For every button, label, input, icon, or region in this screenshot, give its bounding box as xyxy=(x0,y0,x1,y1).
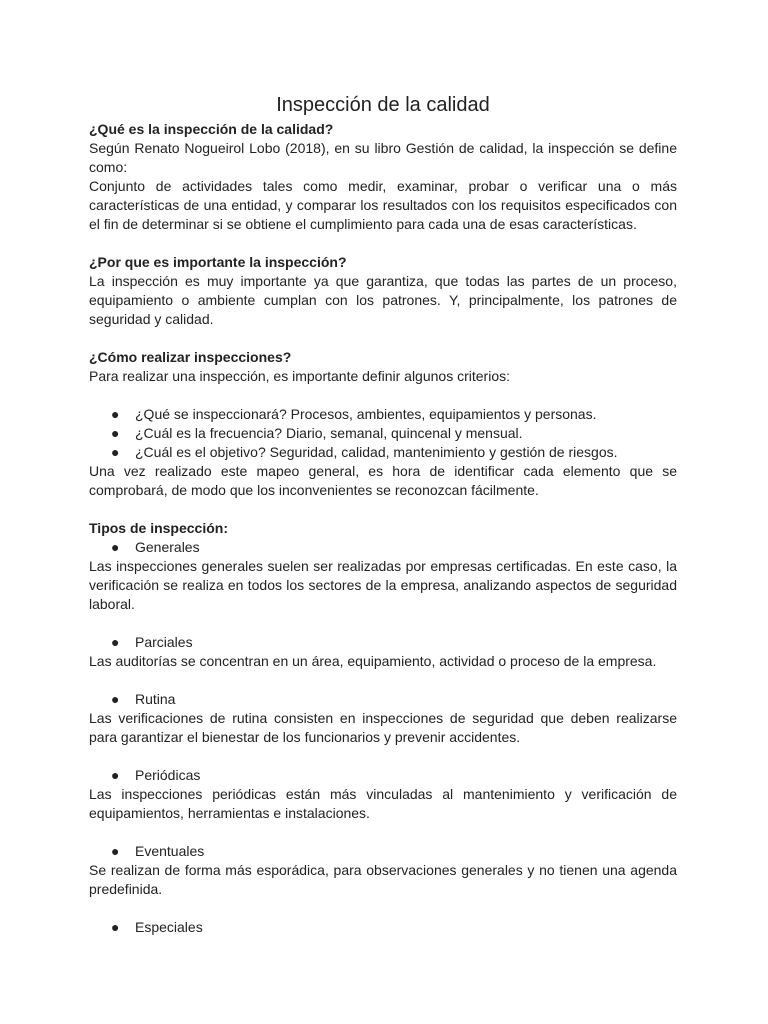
type-description: Se realizan de forma más esporádica, para observaciones generales y no tienen una agenda predefinida. xyxy=(89,862,677,897)
document-body xyxy=(89,91,677,937)
type-list xyxy=(89,690,677,709)
section-heading-what-is: ¿Qué es la inspección de la calidad? xyxy=(89,121,334,137)
type-name: Parciales xyxy=(135,634,193,650)
list-item-text: ¿Qué se inspeccionará? Procesos, ambientes, equipamientos y personas. xyxy=(135,406,597,422)
type-item xyxy=(89,842,677,861)
type-list xyxy=(89,766,677,785)
list-item xyxy=(89,405,677,424)
type-description: Las auditorías se concentran en un área, equipamiento, actividad o proceso de la empresa. xyxy=(89,653,657,669)
type-item xyxy=(89,633,677,652)
paragraph: Una vez realizado este mapeo general, es hora de identificar cada elemento que se comprobará, de modo que los inconvenientes se reconozcan fácilmente. xyxy=(89,463,677,498)
type-name: Periódicas xyxy=(135,767,201,783)
bullet-icon: ● xyxy=(111,444,120,460)
section-heading-types: Tipos de inspección: xyxy=(89,520,228,536)
paragraph: Conjunto de actividades tales como medir, examinar, probar o verificar una o más características de una entidad, y comparar los resultados con los requisitos especificados con el fin de determinar si se obtiene el cumplimiento para cada una de esas características. xyxy=(89,178,677,232)
list-item xyxy=(89,424,677,443)
type-list xyxy=(89,918,677,937)
bullet-icon: ● xyxy=(111,767,120,783)
type-description: Las verificaciones de rutina consisten en inspecciones de seguridad que deben realizarse para garantizar el bienestar de los funcionarios y prevenir accidentes. xyxy=(89,710,677,745)
type-item xyxy=(89,538,677,557)
section-heading-why-important: ¿Por que es importante la inspección? xyxy=(89,254,347,270)
type-description: Las inspecciones generales suelen ser realizadas por empresas certificadas. En este caso, la verificación se realiza en todos los sectores de la empresa, analizando aspectos de seguridad laboral. xyxy=(89,558,677,612)
type-list xyxy=(89,538,677,557)
bullet-icon: ● xyxy=(111,425,120,441)
bullet-icon: ● xyxy=(111,406,120,422)
criteria-list xyxy=(89,405,677,462)
list-item-text: ¿Cuál es el objetivo? Seguridad, calidad, mantenimiento y gestión de riesgos. xyxy=(135,444,618,460)
list-item-text: ¿Cuál es la frecuencia? Diario, semanal, quincenal y mensual. xyxy=(135,425,523,441)
type-item xyxy=(89,918,677,937)
type-item xyxy=(89,690,677,709)
section-heading-how-to: ¿Cómo realizar inspecciones? xyxy=(89,349,292,365)
bullet-icon: ● xyxy=(111,691,120,707)
paragraph: Según Renato Nogueirol Lobo (2018), en su libro Gestión de calidad, la inspección se define como: xyxy=(89,140,677,175)
bullet-icon: ● xyxy=(111,843,120,859)
type-list xyxy=(89,842,677,861)
type-name: Generales xyxy=(135,539,200,555)
type-name: Eventuales xyxy=(135,843,205,859)
bullet-icon: ● xyxy=(111,919,120,935)
list-item xyxy=(89,443,677,462)
bullet-icon: ● xyxy=(111,539,120,555)
bullet-icon: ● xyxy=(111,634,120,650)
type-list xyxy=(89,633,677,652)
paragraph: La inspección es muy importante ya que garantiza, que todas las partes de un proceso, equipamiento o ambiente cumplan con los patrones. Y, principalmente, los patrones de seguridad y calidad. xyxy=(89,273,677,327)
document-title: Inspección de la calidad xyxy=(276,94,490,116)
type-item xyxy=(89,766,677,785)
type-name: Especiales xyxy=(135,919,203,935)
type-description: Las inspecciones periódicas están más vinculadas al mantenimiento y verificación de equipamientos, herramientas e instalaciones. xyxy=(89,786,677,821)
paragraph: Para realizar una inspección, es importante definir algunos criterios: xyxy=(89,368,510,384)
type-name: Rutina xyxy=(135,691,176,707)
